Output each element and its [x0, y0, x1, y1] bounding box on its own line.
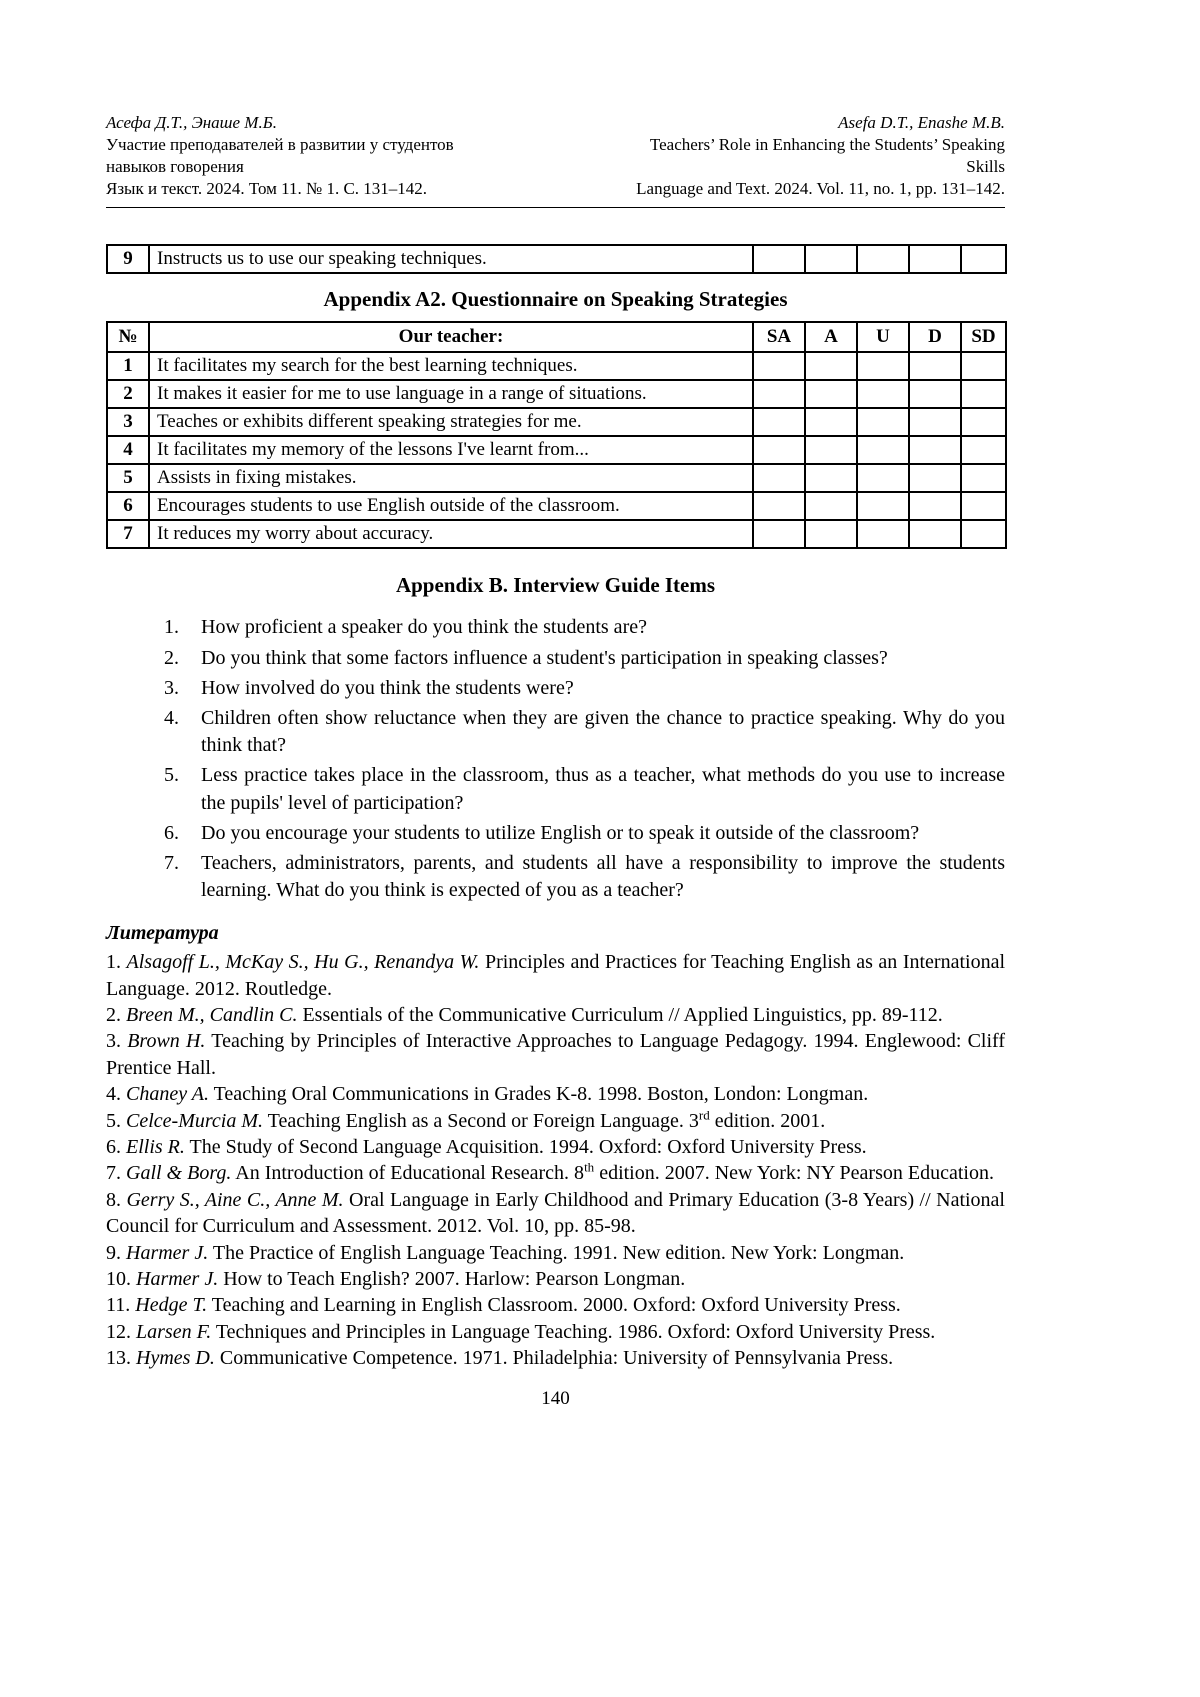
interview-list: [106, 614, 1005, 904]
reference-authors: Chaney A.: [126, 1083, 209, 1106]
reference-text: Teaching Oral Communications in Grades K-8. 1998. Boston, London: Longman.: [208, 1083, 869, 1106]
reference-text: Communicative Competence. 1971. Philadelphia: University of Pennsylvania Press.: [214, 1347, 894, 1370]
answer-col-header-a: A: [805, 322, 857, 352]
row-number-cell: 9: [107, 245, 149, 273]
answer-cell: [857, 520, 909, 548]
reference-number: 6.: [106, 1135, 126, 1158]
item-text: Teachers, administrators, parents, and students all have a responsibility to improve the students learning. What do you think is expected of you as a teacher?: [201, 851, 1005, 902]
answer-cell: [805, 352, 857, 380]
row-number-cell: 1: [107, 352, 149, 380]
reference-number: 7.: [106, 1162, 126, 1185]
answer-cell: [805, 380, 857, 408]
reference-text: Oral Language in Early Childhood and Primary Education (3-8 Years) // National Council for Curriculum and Assessment. 2012. Vol. 10, pp. 85-98.: [106, 1188, 1005, 1238]
authors-en: Asefa D.T., Enashe M.B.: [838, 113, 1005, 132]
answer-cell: [753, 436, 805, 464]
answer-cell: [753, 408, 805, 436]
reference-authors: Breen M., Candlin C.: [126, 1004, 298, 1027]
item-number: 2.: [164, 646, 179, 669]
reference-authors: Harmer J.: [126, 1241, 209, 1264]
reference-authors: Hedge T.: [135, 1294, 208, 1317]
row-number-cell: 6: [107, 492, 149, 520]
answer-cell: [909, 492, 961, 520]
list-item: [164, 705, 1005, 759]
table-row: [107, 492, 1006, 520]
answer-cell: [909, 520, 961, 548]
appendix-a2-title: Appendix A2. Questionnaire on Speaking Strategies: [323, 287, 788, 312]
table-row: [107, 352, 1006, 380]
fragment-table: [106, 244, 1007, 274]
item-text: How involved do you think the students were?: [201, 676, 574, 699]
answer-cell: [961, 464, 1006, 492]
item-text: Less practice takes place in the classroom, thus as a teacher, what methods do you use to increase the pupils' level of participation?: [201, 764, 1005, 814]
reference-text: How to Teach English? 2007. Harlow: Pearson Longman.: [218, 1267, 686, 1290]
answer-cell: [857, 380, 909, 408]
item-text: Do you encourage your students to utilize English or to speak it outside of the classroom?: [201, 821, 920, 844]
title-en-line2: Skills: [966, 157, 1005, 177]
table-header-row: [107, 322, 1006, 352]
answer-cell: [753, 352, 805, 380]
running-header: [106, 112, 1005, 200]
cite-ru: Язык и текст. 2024. Том 11. № 1. С. 131–142.: [106, 179, 428, 199]
reference-sup: rd: [698, 1106, 710, 1122]
row-text-cell: Assists in fixing mistakes.: [149, 464, 753, 492]
reference-number: 9.: [106, 1241, 126, 1264]
reference-number: 4.: [106, 1083, 126, 1106]
answer-cell: [857, 245, 909, 273]
reference-text: Teaching and Learning in English Classroom. 2000. Oxford: Oxford University Press.: [207, 1294, 901, 1317]
reference-item: [106, 1266, 1005, 1292]
reference-authors: Hymes D.: [136, 1347, 215, 1370]
reference-item: [106, 1028, 1005, 1081]
reference-item: [106, 1240, 1005, 1266]
answer-cell: [857, 352, 909, 380]
page-number: 140: [541, 1387, 570, 1409]
header-divider: [106, 207, 1005, 208]
table-row: [107, 520, 1006, 548]
reference-text-cont: edition. 2007. New York: NY Pearson Education.: [594, 1162, 994, 1185]
answer-cell: [753, 492, 805, 520]
appendix-b-title: Appendix B. Interview Guide Items: [395, 573, 716, 598]
title-en-line1: Teachers’ Role in Enhancing the Students’ Speaking: [649, 135, 1005, 155]
row-text-cell: Encourages students to use English outside of the classroom.: [149, 492, 753, 520]
reference-text: The Study of Second Language Acquisition. 1994. Oxford: Oxford University Press.: [184, 1135, 867, 1158]
col-teacher-header: Our teacher:: [149, 322, 753, 352]
row-text-cell: Teaches or exhibits different speaking strategies for me.: [149, 408, 753, 436]
list-item: [164, 675, 1005, 702]
item-text: How proficient a speaker do you think the students are?: [201, 616, 647, 639]
reference-item: [106, 949, 1005, 1002]
references-title: Литература: [106, 922, 219, 945]
header-right: [636, 112, 1005, 200]
answer-col-header-sa: SA: [753, 322, 805, 352]
answer-cell: [909, 436, 961, 464]
row-text-cell: It facilitates my memory of the lessons I've learnt from...: [149, 436, 753, 464]
answer-col-header-sd: SD: [961, 322, 1006, 352]
answer-cell: [857, 436, 909, 464]
answer-cell: [961, 408, 1006, 436]
row-text-cell: It makes it easier for me to use language in a range of situations.: [149, 380, 753, 408]
item-text: Do you think that some factors influence a student's participation in speaking classes?: [201, 646, 888, 669]
reference-sup: th: [584, 1159, 595, 1175]
authors-ru: Асефа Д.Т., Энаше М.Б.: [106, 113, 277, 132]
answer-col-header-d: D: [909, 322, 961, 352]
reference-item: [106, 1187, 1005, 1240]
reference-number: 5.: [106, 1109, 126, 1132]
reference-item: [106, 1002, 1005, 1028]
reference-item: [106, 1292, 1005, 1318]
row-text-cell: It facilitates my search for the best learning techniques.: [149, 352, 753, 380]
item-number: 6.: [164, 821, 179, 844]
table-row: [107, 380, 1006, 408]
reference-item: [106, 1134, 1005, 1160]
reference-authors: Celce-Murcia M.: [126, 1109, 263, 1132]
reference-number: 3.: [106, 1030, 128, 1053]
answer-cell: [857, 492, 909, 520]
reference-number: 8.: [106, 1188, 127, 1211]
row-number-cell: 2: [107, 380, 149, 408]
answer-cell: [909, 464, 961, 492]
list-item: [164, 762, 1005, 816]
title-ru-line2: навыков говорения: [106, 157, 244, 177]
answer-cell: [857, 408, 909, 436]
reference-number: 11.: [106, 1294, 136, 1317]
row-number-cell: 7: [107, 520, 149, 548]
item-number: 4.: [164, 706, 179, 729]
reference-text-cont: edition. 2001.: [709, 1109, 826, 1132]
list-item: [164, 614, 1005, 641]
row-text-cell: It reduces my worry about accuracy.: [149, 520, 753, 548]
answer-cell: [805, 492, 857, 520]
answer-cell: [753, 245, 805, 273]
header-left: [106, 112, 454, 200]
reference-item: [106, 1345, 1005, 1371]
answer-cell: [909, 408, 961, 436]
cite-en: Language and Text. 2024. Vol. 11, no. 1, pp. 131–142.: [636, 179, 1005, 199]
answer-cell: [961, 245, 1006, 273]
answer-cell: [961, 380, 1006, 408]
reference-text: Techniques and Principles in Language Teaching. 1986. Oxford: Oxford University Press.: [211, 1320, 936, 1343]
row-number-cell: 3: [107, 408, 149, 436]
answer-cell: [805, 245, 857, 273]
reference-item: [106, 1081, 1005, 1107]
reference-text: Principles and Practices for Teaching English as an International Language. 2012. Routledge.: [106, 951, 1006, 1000]
answer-cell: [909, 380, 961, 408]
list-item: [164, 645, 1005, 672]
row-number-cell: 4: [107, 436, 149, 464]
answer-cell: [961, 492, 1006, 520]
answer-cell: [857, 464, 909, 492]
reference-number: 13.: [106, 1347, 136, 1370]
answer-cell: [909, 245, 961, 273]
item-number: 3.: [164, 676, 179, 699]
reference-item: [106, 1160, 1005, 1186]
answer-cell: [805, 520, 857, 548]
table-row: [107, 464, 1006, 492]
reference-authors: Alsagoff L., McKay S., Hu G., Renandya W.: [126, 951, 480, 974]
item-number: 5.: [164, 764, 179, 787]
reference-number: 2.: [106, 1004, 126, 1027]
reference-number: 12.: [106, 1320, 136, 1343]
item-number: 1.: [164, 616, 179, 639]
table-row: [107, 408, 1006, 436]
answer-cell: [753, 380, 805, 408]
reference-number: 10.: [106, 1267, 136, 1290]
list-item: [164, 820, 1005, 847]
reference-text: An Introduction of Educational Research. 8: [231, 1162, 585, 1185]
reference-item: [106, 1108, 1005, 1134]
answer-cell: [909, 352, 961, 380]
row-text-cell: Instructs us to use our speaking techniques.: [149, 245, 753, 273]
answer-cell: [805, 408, 857, 436]
reference-authors: Harmer J.: [136, 1267, 219, 1290]
table-row: [107, 436, 1006, 464]
reference-authors: Ellis R.: [126, 1135, 185, 1158]
reference-authors: Gall & Borg.: [126, 1162, 232, 1185]
row-number-cell: 5: [107, 464, 149, 492]
table-row: [107, 245, 1006, 273]
reference-authors: Gerry S., Aine C., Anne M.: [126, 1188, 344, 1211]
item-number: 7.: [164, 851, 179, 874]
reference-text: Teaching English as a Second or Foreign Language. 3: [262, 1109, 699, 1132]
answer-cell: [961, 352, 1006, 380]
reference-authors: Brown H.: [127, 1030, 206, 1053]
answer-cell: [961, 436, 1006, 464]
reference-text: Teaching by Principles of Interactive Approaches to Language Pedagogy. 1994. Englewood: Cliff Prentice Hall.: [106, 1030, 1005, 1079]
col-num-header: №: [107, 322, 149, 352]
questionnaire-table: [106, 321, 1007, 549]
answer-col-header-u: U: [857, 322, 909, 352]
reference-text: Essentials of the Communicative Curriculum // Applied Linguistics, pp. 89-112.: [297, 1004, 943, 1027]
answer-cell: [753, 464, 805, 492]
item-text: Children often show reluctance when they are given the chance to practice speaking. Why do you think that?: [201, 706, 1005, 757]
answer-cell: [961, 520, 1006, 548]
answer-cell: [753, 520, 805, 548]
answer-cell: [805, 436, 857, 464]
reference-text: The Practice of English Language Teaching. 1991. New edition. New York: Longman.: [208, 1241, 905, 1264]
title-ru-line1: Участие преподавателей в развитии у студентов: [106, 135, 454, 155]
answer-cell: [805, 464, 857, 492]
reference-authors: Larsen F.: [136, 1320, 212, 1343]
reference-number: 1.: [106, 951, 127, 974]
reference-item: [106, 1319, 1005, 1345]
list-item: [164, 850, 1005, 904]
